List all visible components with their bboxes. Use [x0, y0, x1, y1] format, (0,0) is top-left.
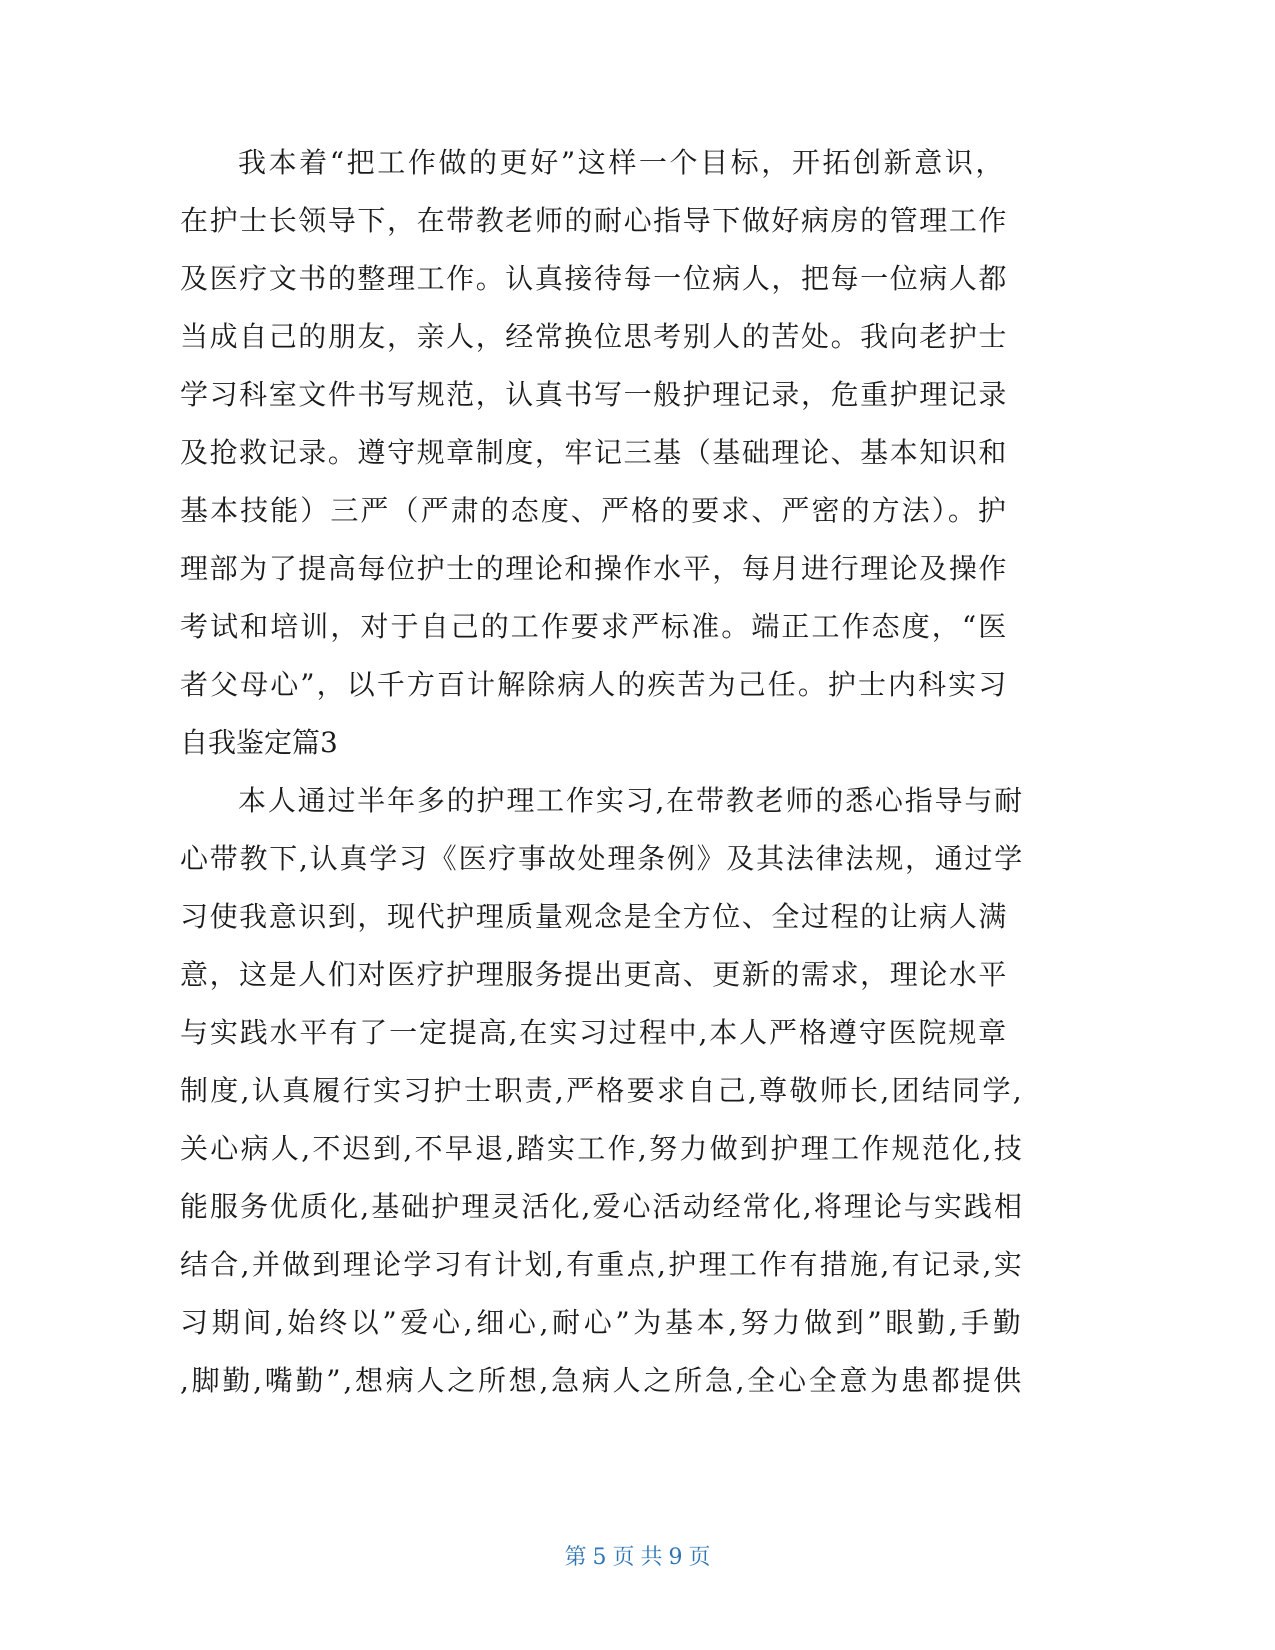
text-line [0, 199, 1275, 243]
text-line [0, 489, 1275, 533]
text-line-content: 制度,认真履行实习护士职责,严格要求自己,尊敬师长,团结同学, [180, 1074, 1024, 1107]
text-line-content: 能服务优质化,基础护理灵活化,爱心活动经常化,将理论与实践相 [180, 1190, 1024, 1223]
text-line-content: 关心病人,不迟到,不早退,踏实工作,努力做到护理工作规范化,技 [180, 1132, 1024, 1165]
text-line [0, 663, 1275, 707]
text-line [0, 1185, 1275, 1229]
page-label: 第 [564, 1545, 587, 1570]
text-line-content: 结合,并做到理论学习有计划,有重点,护理工作有措施,有记录,实 [180, 1248, 1024, 1281]
text-line [0, 605, 1275, 649]
text-line [0, 1011, 1275, 1055]
text-line-content: 意，这是人们对医疗护理服务提出更高、更新的需求，理论水平 [180, 958, 1008, 991]
text-line-content: 及医疗文书的整理工作。认真接待每一位病人，把每一位病人都 [180, 262, 1008, 295]
text-line [0, 1069, 1275, 1113]
text-line [0, 779, 1275, 823]
text-line-content: 我本着“把工作做的更好”这样一个目标，开拓创新意识， [238, 146, 1006, 179]
text-line [0, 257, 1275, 301]
page-unit-label: 页 [612, 1545, 635, 1570]
text-line [0, 141, 1275, 185]
text-line-content: 心带教下,认真学习《医疗事故处理条例》及其法律法规，通过学 [180, 842, 1024, 875]
total-pages-number: 9 [668, 1545, 683, 1570]
text-line [0, 431, 1275, 475]
text-line-content: 考试和培训，对于自己的工作要求严标准。端正工作态度，“医 [180, 610, 1008, 643]
text-line-content: 本人通过半年多的护理工作实习,在带教老师的悉心指导与耐 [238, 784, 1024, 817]
text-line [0, 1301, 1275, 1345]
text-line [0, 895, 1275, 939]
text-line [0, 1359, 1275, 1403]
total-unit-label: 页 [688, 1545, 711, 1570]
text-line-content: 理部为了提高每位护士的理论和操作水平，每月进行理论及操作 [180, 552, 1008, 585]
section-heading-line [0, 721, 1275, 765]
text-line-content: ,脚勤,嘴勤”,想病人之所想,急病人之所急,全心全意为患都提供 [180, 1364, 1024, 1397]
text-line-content: 自我鉴定篇3 [180, 726, 338, 759]
text-line-content: 习使我意识到，现代护理质量观念是全方位、全过程的让病人满 [180, 900, 1008, 933]
text-line [0, 373, 1275, 417]
text-line-content: 在护士长领导下，在带教老师的耐心指导下做好病房的管理工作 [180, 204, 1008, 237]
text-line [0, 315, 1275, 359]
text-line [0, 953, 1275, 997]
text-line-content: 与实践水平有了一定提高,在实习过程中,本人严格遵守医院规章 [180, 1016, 1008, 1049]
text-line-content: 基本技能）三严（严肃的态度、严格的要求、严密的方法）。护 [180, 494, 1008, 527]
text-line-content: 当成自己的朋友，亲人，经常换位思考别人的苦处。我向老护士 [180, 320, 1008, 353]
text-line-content: 者父母心”，以千方百计解除病人的疾苦为己任。护士内科实习 [180, 668, 1008, 701]
text-line-content: 学习科室文件书写规范，认真书写一般护理记录，危重护理记录 [180, 378, 1008, 411]
total-label: 共 [640, 1545, 663, 1570]
text-line [0, 1127, 1275, 1171]
current-page-number: 5 [592, 1545, 607, 1570]
text-line-content: 及抢救记录。遵守规章制度，牢记三基（基础理论、基本知识和 [180, 436, 1008, 469]
text-line [0, 837, 1275, 881]
text-line [0, 1243, 1275, 1287]
page-footer [0, 1542, 1275, 1574]
text-line-content: 习期间,始终以”爱心,细心,耐心”为基本,努力做到”眼勤,手勤 [180, 1306, 1024, 1339]
text-line [0, 547, 1275, 591]
